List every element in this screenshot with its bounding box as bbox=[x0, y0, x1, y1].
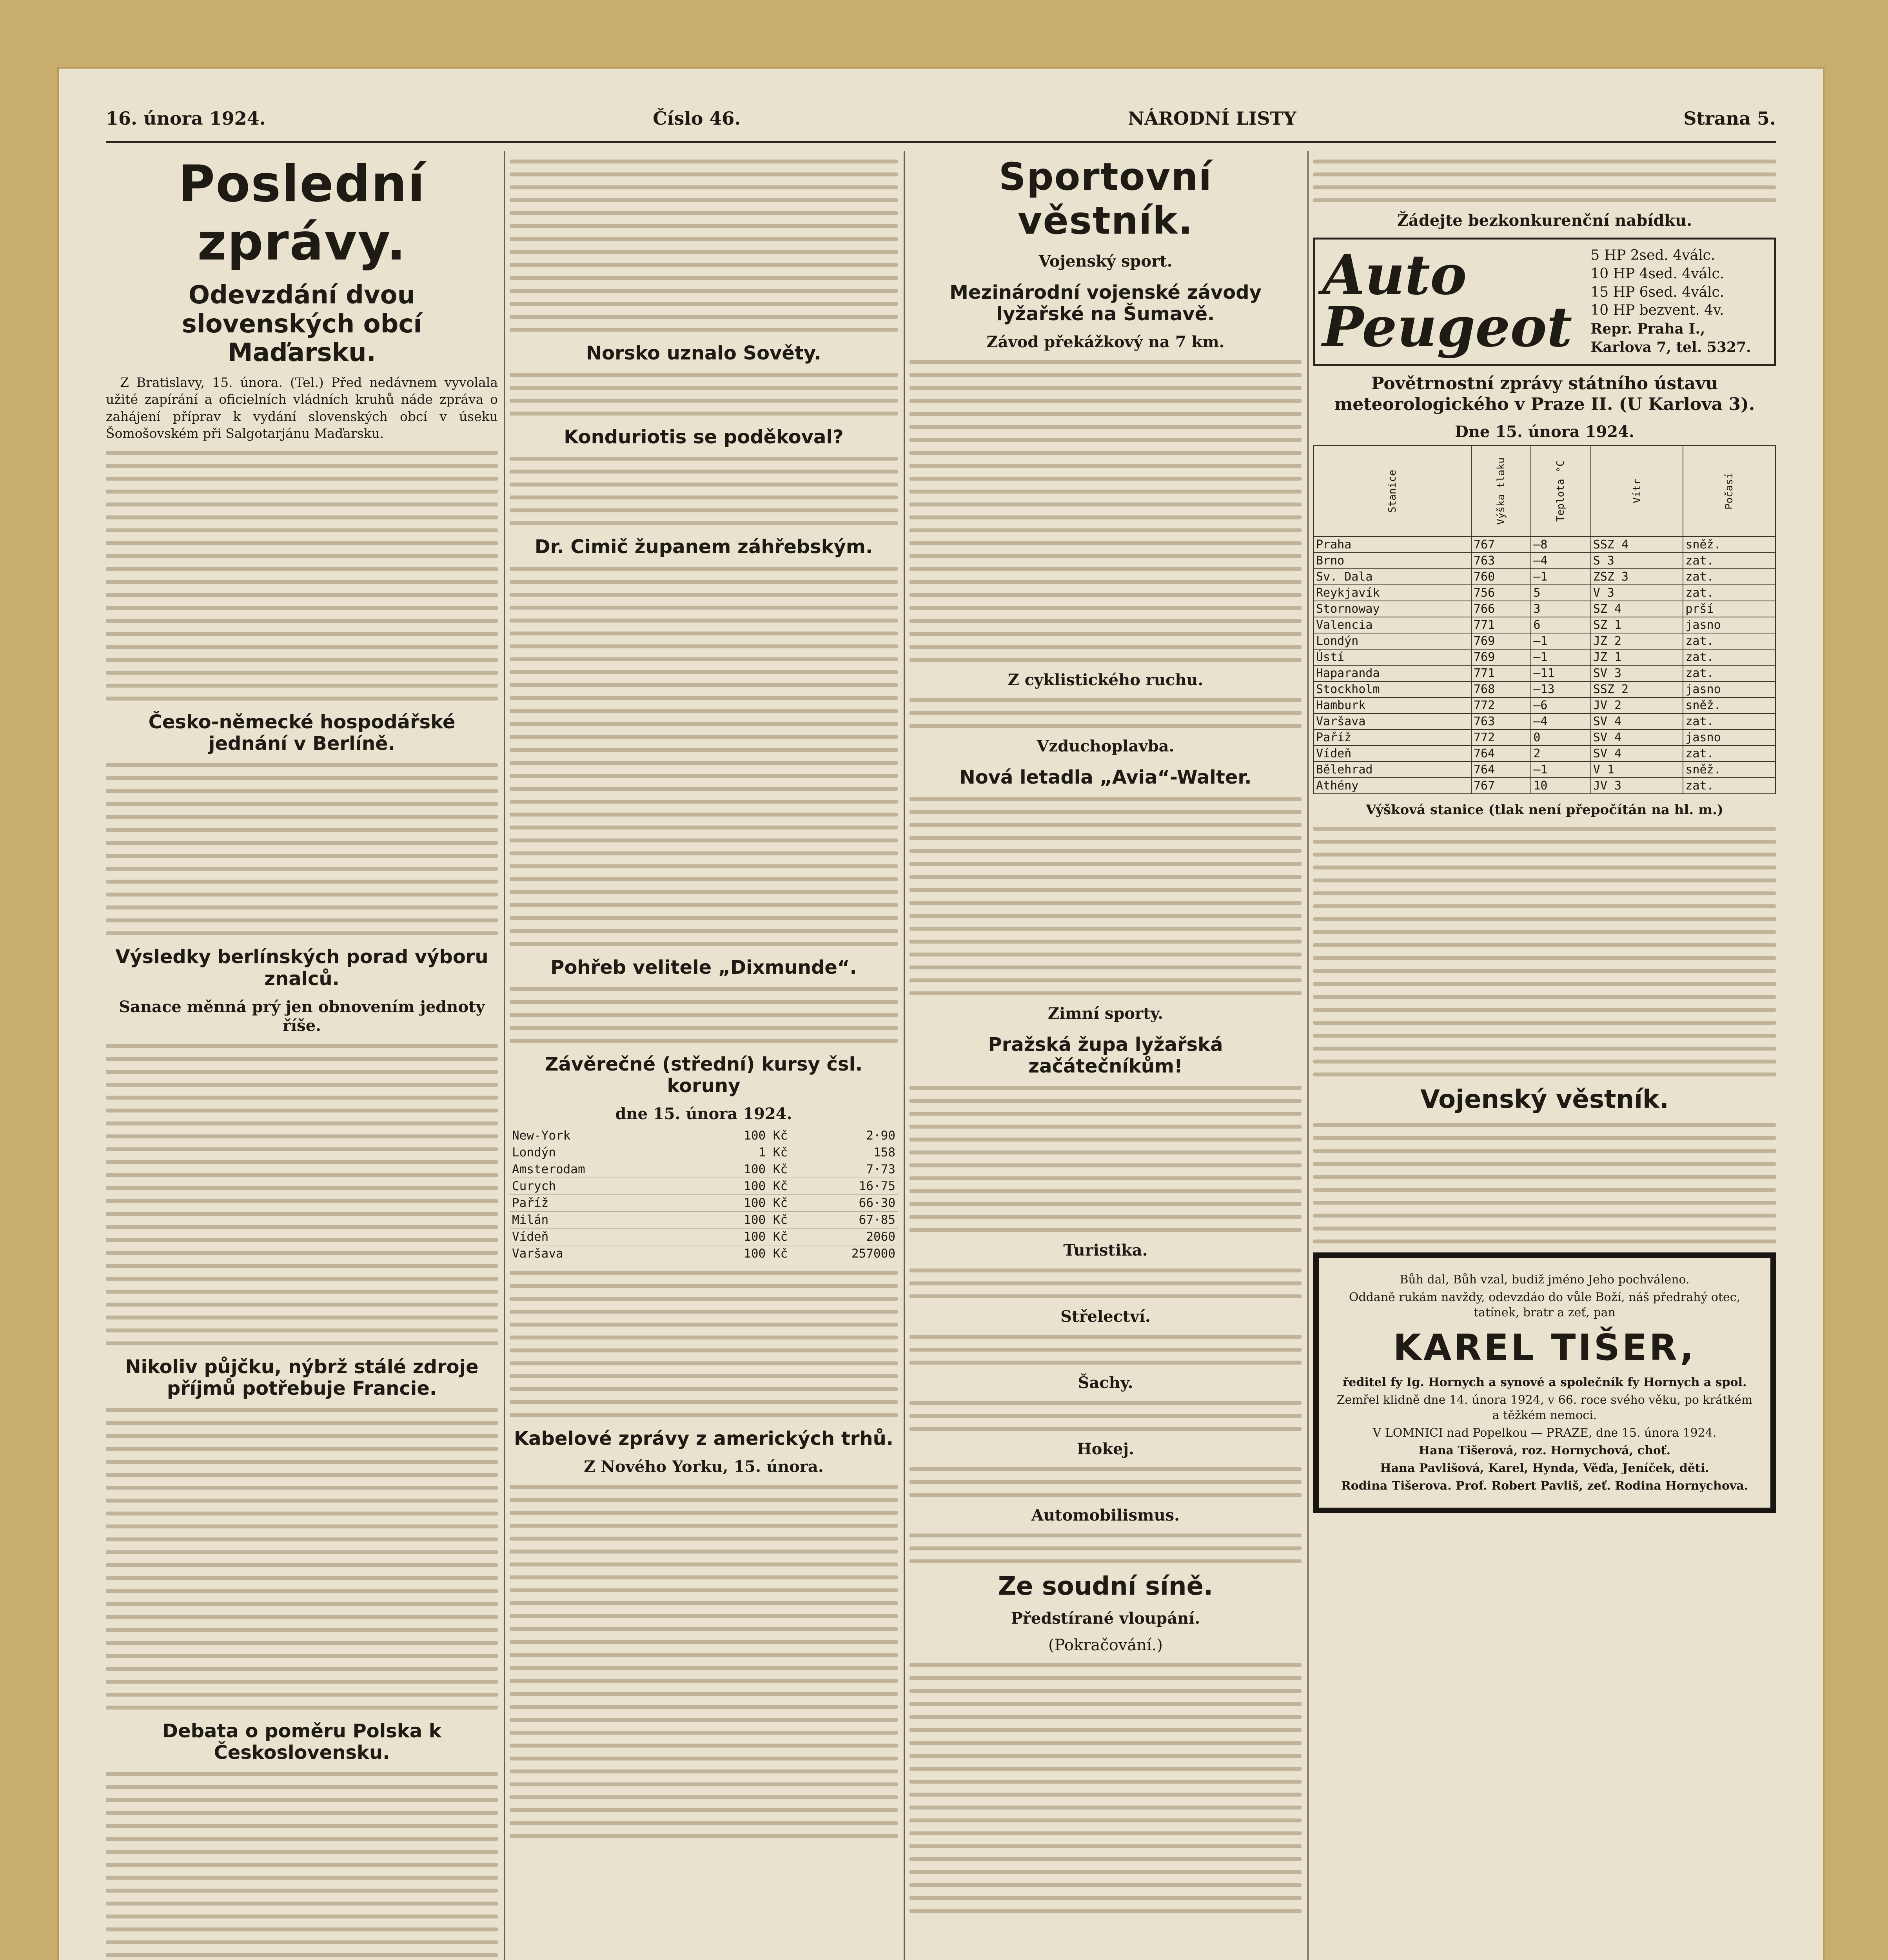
article-subheadline: dne 15. února 1924. bbox=[615, 1105, 792, 1123]
table-row bbox=[1314, 730, 1775, 746]
article-headline: Kabelové zprávy z amerických trhů. bbox=[514, 1428, 894, 1450]
column-3 bbox=[910, 151, 1302, 1960]
column-header: Stanice bbox=[1314, 446, 1471, 537]
article-headline: Mezinárodní vojenské závody lyžařské na Šumavě. bbox=[949, 281, 1262, 325]
table-cell: Vídeň bbox=[1314, 746, 1471, 762]
text-block bbox=[510, 457, 898, 525]
obituary-family: Hana Tišerová, roz. Hornychová, choť. bbox=[1418, 1443, 1671, 1457]
obituary-lead: Oddaně rukám navždy, odevzdáo do vůle Boží, náš předrahý otec, tatínek, bratr a zeť, pan bbox=[1349, 1290, 1741, 1319]
table-cell: 2 bbox=[1531, 746, 1590, 762]
table-row bbox=[510, 1178, 898, 1195]
table-cell: 772 bbox=[1471, 697, 1531, 713]
article-subheadline: Závod překážkový na 7 km. bbox=[986, 333, 1225, 352]
table-cell: JV 3 bbox=[1591, 778, 1683, 794]
table-cell: zat. bbox=[1683, 665, 1775, 681]
unit-cell: 100 Kč bbox=[682, 1161, 790, 1178]
rate-cell: 7·73 bbox=[790, 1161, 898, 1178]
ad-tagline: Žádejte bezkonkurenční nabídku. bbox=[1397, 211, 1692, 230]
table-cell: Varšava bbox=[1314, 713, 1471, 730]
table-row bbox=[1314, 585, 1775, 601]
weather-stations-title: Výšková stanice (tlak není přepočítán na hl. m.) bbox=[1366, 802, 1723, 818]
table-cell: 760 bbox=[1471, 569, 1531, 585]
obituary-family: Rodina Tišerova. Prof. Robert Pavliš, zeť. Rodina Hornychova. bbox=[1341, 1479, 1748, 1493]
table-cell: sněž. bbox=[1683, 697, 1775, 713]
table-cell: 772 bbox=[1471, 730, 1531, 746]
article-headline: Automobilismus. bbox=[1031, 1506, 1180, 1524]
column-2 bbox=[510, 151, 898, 1960]
running-header bbox=[106, 108, 1776, 143]
weather-date: Dne 15. února 1924. bbox=[1455, 423, 1634, 441]
table-cell: —6 bbox=[1531, 697, 1590, 713]
table-cell: zat. bbox=[1683, 746, 1775, 762]
column-header: Teplota °C bbox=[1531, 446, 1590, 537]
ad-model: 10 HP 4sed. 4válc. bbox=[1590, 265, 1725, 282]
table-row bbox=[1314, 697, 1775, 713]
article-headline: Závěrečné (střední) kursy čsl. koruny bbox=[545, 1053, 863, 1097]
table-cell: SV 3 bbox=[1591, 665, 1683, 681]
article-headline: Česko-německé hospodářské jednání v Berlíně. bbox=[148, 711, 456, 755]
newspaper-page bbox=[59, 69, 1823, 1960]
text-block bbox=[510, 1271, 898, 1417]
text-block bbox=[106, 1408, 498, 1710]
text-block bbox=[106, 1772, 498, 1960]
table-cell: —1 bbox=[1531, 569, 1590, 585]
unit-cell: 100 Kč bbox=[682, 1195, 790, 1212]
table-cell: 767 bbox=[1471, 537, 1531, 553]
article-headline: Dr. Cimič županem záhřebským. bbox=[534, 536, 873, 558]
table-cell: SV 4 bbox=[1591, 713, 1683, 730]
obituary-notice bbox=[1313, 1252, 1776, 1513]
table-cell: zat. bbox=[1683, 585, 1775, 601]
weather-table bbox=[1313, 445, 1776, 794]
text-block bbox=[910, 698, 1302, 728]
table-cell: 768 bbox=[1471, 681, 1531, 697]
text-block bbox=[510, 987, 898, 1043]
table-row bbox=[510, 1245, 898, 1262]
table-cell: SZ 1 bbox=[1591, 617, 1683, 633]
city-cell: Vídeň bbox=[510, 1229, 682, 1245]
text-block bbox=[910, 1467, 1302, 1497]
city-cell: Varšava bbox=[510, 1245, 682, 1262]
article-subheadline: Sanace měnná prý jen obnovením jednoty říše. bbox=[119, 997, 485, 1035]
column-4 bbox=[1313, 151, 1776, 1960]
table-row bbox=[510, 1195, 898, 1212]
table-cell: zat. bbox=[1683, 553, 1775, 569]
obituary-role: ředitel fy Ig. Hornych a synové a společník fy Hornych a spol. bbox=[1342, 1375, 1747, 1389]
table-cell: —1 bbox=[1531, 762, 1590, 778]
table-row bbox=[1314, 762, 1775, 778]
table-cell: 764 bbox=[1471, 746, 1531, 762]
text-block bbox=[1313, 827, 1776, 1076]
table-cell: V 3 bbox=[1591, 585, 1683, 601]
table-cell: 764 bbox=[1471, 762, 1531, 778]
obituary-text: Zemřel klidně dne 14. února 1924, v 66. roce svého věku, po krátkém a těžkém nemoci. bbox=[1336, 1393, 1753, 1422]
table-cell: Stockholm bbox=[1314, 681, 1471, 697]
article-headline: Šachy. bbox=[1078, 1373, 1133, 1392]
table-cell: 0 bbox=[1531, 730, 1590, 746]
article-headline: Konduriotis se poděkoval? bbox=[564, 426, 844, 448]
table-cell: Londýn bbox=[1314, 633, 1471, 649]
table-header-row bbox=[1314, 446, 1775, 537]
exchange-rate-table bbox=[510, 1127, 898, 1262]
column-header: Počasí bbox=[1683, 446, 1775, 537]
text-block bbox=[106, 451, 498, 701]
table-cell: zat. bbox=[1683, 633, 1775, 649]
ad-dealer: Repr. Praha I., Karlova 7, tel. 5327. bbox=[1590, 321, 1751, 356]
table-cell: ZSZ 3 bbox=[1591, 569, 1683, 585]
table-cell: SZ 4 bbox=[1591, 601, 1683, 617]
table-cell: Reykjavík bbox=[1314, 585, 1471, 601]
text-block bbox=[910, 1663, 1302, 1913]
text-block bbox=[910, 1335, 1302, 1365]
city-cell: Amsterodam bbox=[510, 1161, 682, 1178]
city-cell: Milán bbox=[510, 1212, 682, 1229]
rate-cell: 66·30 bbox=[790, 1195, 898, 1212]
text-block bbox=[910, 1269, 1302, 1298]
table-cell: —1 bbox=[1531, 649, 1590, 665]
obituary-place: V LOMNICI nad Popelkou — PRAZE, dne 15. února 1924. bbox=[1372, 1426, 1717, 1440]
city-cell: Curych bbox=[510, 1178, 682, 1195]
table-cell: Hamburk bbox=[1314, 697, 1471, 713]
article-headline: Zimní sporty. bbox=[1047, 1004, 1164, 1023]
table-cell: —13 bbox=[1531, 681, 1590, 697]
table-cell: S 3 bbox=[1591, 553, 1683, 569]
table-cell: Valencia bbox=[1314, 617, 1471, 633]
issue-date: 16. února 1924. bbox=[106, 108, 266, 129]
text-block bbox=[1313, 160, 1776, 202]
rate-cell: 67·85 bbox=[790, 1212, 898, 1229]
page-number: Strana 5. bbox=[1683, 108, 1776, 129]
article-headline: Z cyklistického ruchu. bbox=[1008, 671, 1204, 690]
ad-model: 15 HP 6sed. 4válc. bbox=[1590, 284, 1725, 300]
rate-cell: 257000 bbox=[790, 1245, 898, 1262]
article-headline: Turistika. bbox=[1063, 1241, 1148, 1259]
table-cell: SSZ 4 bbox=[1591, 537, 1683, 553]
table-row bbox=[1314, 601, 1775, 617]
article-headline: Debata o poměru Polska k Československu. bbox=[162, 1720, 441, 1764]
article-headline: Pohřeb velitele „Dixmunde“. bbox=[550, 956, 857, 978]
table-cell: —11 bbox=[1531, 665, 1590, 681]
ad-model: 10 HP bezvent. 4v. bbox=[1590, 302, 1724, 319]
table-cell: zat. bbox=[1683, 569, 1775, 585]
table-cell: prší bbox=[1683, 601, 1775, 617]
table-cell: Stornoway bbox=[1314, 601, 1471, 617]
column-rule bbox=[1307, 151, 1309, 1960]
section-title: Sportovní věstník. bbox=[998, 155, 1213, 243]
table-row bbox=[1314, 617, 1775, 633]
column-rule bbox=[504, 151, 505, 1960]
table-cell: JV 2 bbox=[1591, 697, 1683, 713]
text-block bbox=[510, 160, 898, 332]
text-block bbox=[910, 360, 1302, 662]
table-row bbox=[1314, 681, 1775, 697]
rate-cell: 158 bbox=[790, 1144, 898, 1161]
unit-cell: 100 Kč bbox=[682, 1212, 790, 1229]
article-subheadline: (Pokračování.) bbox=[1048, 1636, 1163, 1654]
table-cell: Athény bbox=[1314, 778, 1471, 794]
table-cell: 769 bbox=[1471, 633, 1531, 649]
article-subheadline: Vojenský sport. bbox=[1038, 252, 1173, 270]
table-cell: —4 bbox=[1531, 553, 1590, 569]
column-1 bbox=[106, 151, 498, 1960]
table-cell: zat. bbox=[1683, 778, 1775, 794]
table-cell: 756 bbox=[1471, 585, 1531, 601]
article-headline: Ze soudní síně. bbox=[998, 1572, 1213, 1601]
table-cell: 771 bbox=[1471, 617, 1531, 633]
table-row bbox=[1314, 569, 1775, 585]
city-cell: Paříž bbox=[510, 1195, 682, 1212]
table-cell: Haparanda bbox=[1314, 665, 1471, 681]
table-row bbox=[1314, 649, 1775, 665]
text-block bbox=[910, 797, 1302, 995]
table-cell: jasno bbox=[1683, 730, 1775, 746]
table-row bbox=[1314, 778, 1775, 794]
table-row bbox=[1314, 746, 1775, 762]
text-block bbox=[106, 1044, 498, 1345]
article-headline: Střelectví. bbox=[1060, 1307, 1151, 1326]
table-row bbox=[1314, 633, 1775, 649]
table-cell: SV 4 bbox=[1591, 730, 1683, 746]
text-block bbox=[510, 373, 898, 416]
text-block bbox=[910, 1401, 1302, 1431]
article-headline: Nová letadla „Avia“-Walter. bbox=[959, 766, 1252, 789]
table-cell: 767 bbox=[1471, 778, 1531, 794]
unit-cell: 100 Kč bbox=[682, 1127, 790, 1144]
table-cell: SSZ 2 bbox=[1591, 681, 1683, 697]
paper-name: NÁRODNÍ LISTY bbox=[1128, 108, 1296, 129]
article-subheadline: Z Nového Yorku, 15. února. bbox=[584, 1457, 824, 1476]
text-block bbox=[910, 1534, 1302, 1563]
city-cell: Londýn bbox=[510, 1144, 682, 1161]
rate-cell: 2060 bbox=[790, 1229, 898, 1245]
table-cell: —4 bbox=[1531, 713, 1590, 730]
issue-number: Číslo 46. bbox=[653, 108, 741, 129]
column-header: Vítr bbox=[1591, 446, 1683, 537]
table-cell: 763 bbox=[1471, 713, 1531, 730]
rate-cell: 2·90 bbox=[790, 1127, 898, 1144]
section-title: Poslední zprávy. bbox=[178, 155, 426, 272]
text-block bbox=[510, 1485, 898, 1838]
article-headline: Vojenský věstník. bbox=[1420, 1085, 1669, 1114]
text-block bbox=[1313, 1123, 1776, 1243]
rate-cell: 16·75 bbox=[790, 1178, 898, 1195]
article-paragraph: Z Bratislavy, 15. února. (Tel.) Před nedávnem vyvolala užité zapírání a oficielních vládních kruhů náde zpráva o zahájení příprav k vydání slovenských obcí v úseku Šomošovském při Salgotarjánu Maďarsku. bbox=[106, 374, 498, 441]
table-row bbox=[510, 1212, 898, 1229]
unit-cell: 1 Kč bbox=[682, 1144, 790, 1161]
obituary-family: Hana Pavlišová, Karel, Hynda, Věďa, Jeníček, děti. bbox=[1380, 1461, 1709, 1475]
table-row bbox=[1314, 537, 1775, 553]
weather-title: Povětrnostní zprávy státního ústavu meteorologického v Praze II. (U Karlova 3). bbox=[1334, 373, 1755, 414]
obituary-name: KAREL TIŠER, bbox=[1393, 1326, 1696, 1368]
article-headline: Odevzdání dvou slovenských obcí Maďarsku. bbox=[182, 281, 422, 368]
table-row bbox=[510, 1144, 898, 1161]
table-cell: Paříž bbox=[1314, 730, 1471, 746]
table-cell: Brno bbox=[1314, 553, 1471, 569]
table-cell: zat. bbox=[1683, 649, 1775, 665]
unit-cell: 100 Kč bbox=[682, 1178, 790, 1195]
ad-brand: Auto Peugeot bbox=[1322, 243, 1572, 360]
table-row bbox=[510, 1127, 898, 1144]
table-cell: 769 bbox=[1471, 649, 1531, 665]
table-cell: 3 bbox=[1531, 601, 1590, 617]
table-cell: 6 bbox=[1531, 617, 1590, 633]
table-row bbox=[1314, 553, 1775, 569]
table-cell: Bělehrad bbox=[1314, 762, 1471, 778]
table-cell: zat. bbox=[1683, 713, 1775, 730]
table-row bbox=[510, 1161, 898, 1178]
table-cell: jasno bbox=[1683, 681, 1775, 697]
article-headline: Nikoliv půjčku, nýbrž stálé zdroje příjmů potřebuje Francie. bbox=[125, 1356, 479, 1399]
ad-model: 5 HP 2sed. 4válc. bbox=[1590, 247, 1716, 263]
table-cell: Ústí bbox=[1314, 649, 1471, 665]
text-block bbox=[910, 1086, 1302, 1232]
article-headline: Pražská župa lyžařská začátečníkům! bbox=[988, 1033, 1223, 1077]
table-cell: JZ 2 bbox=[1591, 633, 1683, 649]
article-headline: Výsledky berlínských porad výboru znalců. bbox=[115, 946, 488, 990]
table-cell: 10 bbox=[1531, 778, 1590, 794]
article-headline: Norsko uznalo Sověty. bbox=[586, 342, 821, 364]
table-cell: 763 bbox=[1471, 553, 1531, 569]
unit-cell: 100 Kč bbox=[682, 1229, 790, 1245]
text-block bbox=[106, 763, 498, 935]
table-cell: SV 4 bbox=[1591, 746, 1683, 762]
table-row bbox=[1314, 713, 1775, 730]
table-cell: 5 bbox=[1531, 585, 1590, 601]
table-row bbox=[1314, 665, 1775, 681]
column-rule bbox=[904, 151, 905, 1960]
table-cell: sněž. bbox=[1683, 762, 1775, 778]
city-cell: New-York bbox=[510, 1127, 682, 1144]
article-headline: Vzduchoplavba. bbox=[1037, 737, 1175, 756]
peugeot-advertisement bbox=[1313, 238, 1776, 366]
table-cell: 771 bbox=[1471, 665, 1531, 681]
table-cell: V 1 bbox=[1591, 762, 1683, 778]
table-cell: jasno bbox=[1683, 617, 1775, 633]
article-subheadline: Předstírané vloupání. bbox=[1011, 1609, 1200, 1628]
article-headline: Hokej. bbox=[1077, 1439, 1135, 1458]
table-cell: Sv. Dala bbox=[1314, 569, 1471, 585]
table-cell: 766 bbox=[1471, 601, 1531, 617]
column-header: Výška tlaku bbox=[1471, 446, 1531, 537]
table-cell: —8 bbox=[1531, 537, 1590, 553]
table-cell: Praha bbox=[1314, 537, 1471, 553]
table-cell: —1 bbox=[1531, 633, 1590, 649]
table-cell: sněž. bbox=[1683, 537, 1775, 553]
text-block bbox=[510, 567, 898, 946]
obituary-verse: Bůh dal, Bůh vzal, budiž jméno Jeho pochváleno. bbox=[1400, 1272, 1690, 1287]
weather-table-body bbox=[1314, 537, 1775, 794]
unit-cell: 100 Kč bbox=[682, 1245, 790, 1262]
table-cell: JZ 1 bbox=[1591, 649, 1683, 665]
table-row bbox=[510, 1229, 898, 1245]
